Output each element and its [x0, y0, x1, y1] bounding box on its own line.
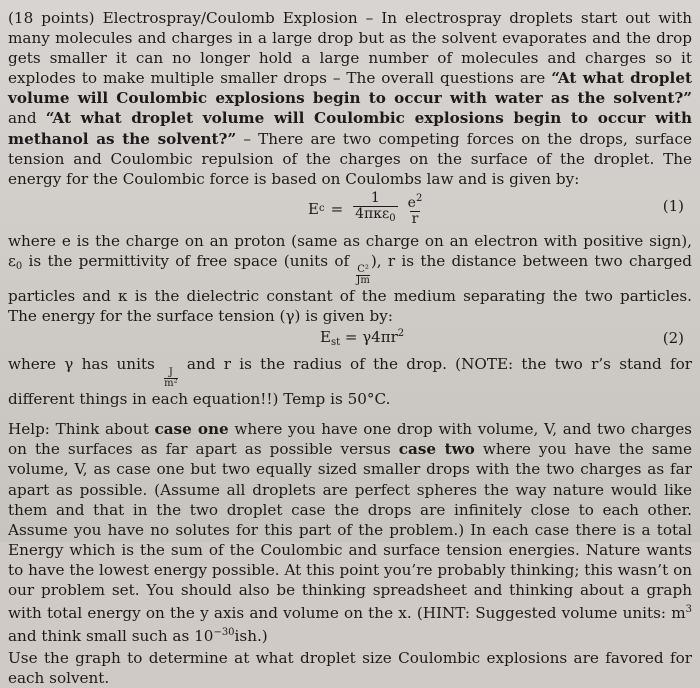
gamma-unit-num: J	[168, 367, 173, 379]
eq2-lhs: E	[320, 328, 331, 347]
help-paragraph	[8, 419, 692, 646]
eq1-fraction-2	[406, 191, 425, 227]
exp-sup: −30	[213, 627, 235, 639]
eq2-rhs-sup: 2	[397, 328, 405, 340]
case-two: case two	[398, 440, 475, 459]
eq1-lhs-sub: c	[318, 203, 325, 215]
help-text-d: ish.)	[234, 627, 268, 646]
eq1-frac1-den: 4πκε	[355, 206, 390, 223]
surface-tension-equation	[8, 326, 692, 350]
eq1-number: (1)	[662, 196, 684, 215]
gamma-units	[164, 368, 178, 389]
eq1-frac1-den-sub: 0	[389, 213, 396, 225]
case-one: case one	[154, 420, 229, 439]
help-text-c: and think small such as 10	[8, 627, 214, 646]
eq2-rhs: = γ4πr	[340, 328, 398, 347]
eq1-lhs: E	[308, 199, 319, 218]
eq1-frac2-num-sup: 2	[415, 192, 423, 204]
final-instruction	[8, 648, 692, 688]
help-text-a: where you have one drop with volume, V, and two charges on the surfaces as far apart as possible versus	[8, 420, 692, 459]
definitions-paragraph	[8, 231, 692, 326]
coulomb-equation	[8, 191, 692, 225]
final-text: Use the graph to determine at what droplet size Coulombic explosions are favored for each solvent.	[8, 649, 692, 688]
eq1-frac1-num: 1	[370, 190, 380, 207]
defs-text-a: where e is the charge on an proton (same as charge on an electron with positive sign), ε	[8, 231, 692, 270]
eq1-frac2-den: r	[411, 210, 419, 227]
help-text-b: where you have the same volume, V, as case one but two equally sized smaller drops with the two charges as far apart as possible. (Assume all droplets are perfect spheres the way nature would like them and that in the two droplet case the drops are infinitely close to each other. Assume you have no solutes for this part of the problem.) In each case there is a total Energy which is the sum of the Coulombic and surface tension energies. Nature wants to have the lowest energy possible. At this point you’re probably thinking; this wasn’t on our problem set. You should also be thinking spreadsheet and thinking about a graph with total energy on the y axis and volume on the x. (HINT: Suggested volume units: m	[8, 440, 692, 623]
eq1-frac2-num: e	[407, 194, 416, 211]
perm-unit-den: Jm	[356, 274, 370, 286]
question-water: “At what droplet volume will Coulombic explosions begin to occur with water as the solvent?”	[8, 69, 692, 108]
hint-sup: 3	[685, 604, 692, 616]
eq2-number: (2)	[662, 329, 684, 348]
question-methanol: “At what droplet volume will Coulombic explosions begin to occur with methanol as the solvent?”	[8, 109, 692, 148]
eq2-lhs-sub: st	[330, 337, 341, 349]
gamma-text-a: where γ has units	[8, 355, 164, 374]
permittivity-units	[356, 265, 370, 286]
problem-intro	[8, 8, 692, 189]
defs-text-c: ), r is the distance between two charged particles and κ is the dielectric constant of the medium separating the two particles. The energy for the surface tension (γ) is given by:	[8, 251, 692, 326]
gamma-text-b: and r is the radius of the drop. (NOTE: the two r’s stand for different things in each equation!!) Temp is 50°C.	[8, 355, 692, 409]
help-label: Help: Think about	[8, 420, 155, 439]
connector-text: and	[8, 109, 46, 128]
eq1-equals: =	[330, 199, 344, 218]
perm-unit-num: C²	[357, 263, 369, 275]
intro-text: (18 points) Electrospray/Coulomb Explosion – In electrospray droplets start out with many molecules and charges in a large drop but as the solvent evaporates and the drop gets smaller it can no longer hold a large number of molecules and charges so it explodes to make multiple smaller drops – The overall questions are	[8, 9, 692, 88]
gamma-unit-den: m²	[164, 378, 178, 390]
eq1-fraction-1	[353, 191, 398, 226]
defs-text-b: is the permittivity of free space (units of	[22, 251, 356, 270]
intro-text-2: – There are two competing forces on the drops, surface tension and Coulombic repulsion of the charges on the surface of the droplet. The energy for the Coulombic force is based on Coulombs law and is given by:	[8, 129, 692, 188]
eps-sub: 0	[15, 260, 23, 272]
gamma-paragraph	[8, 354, 692, 409]
